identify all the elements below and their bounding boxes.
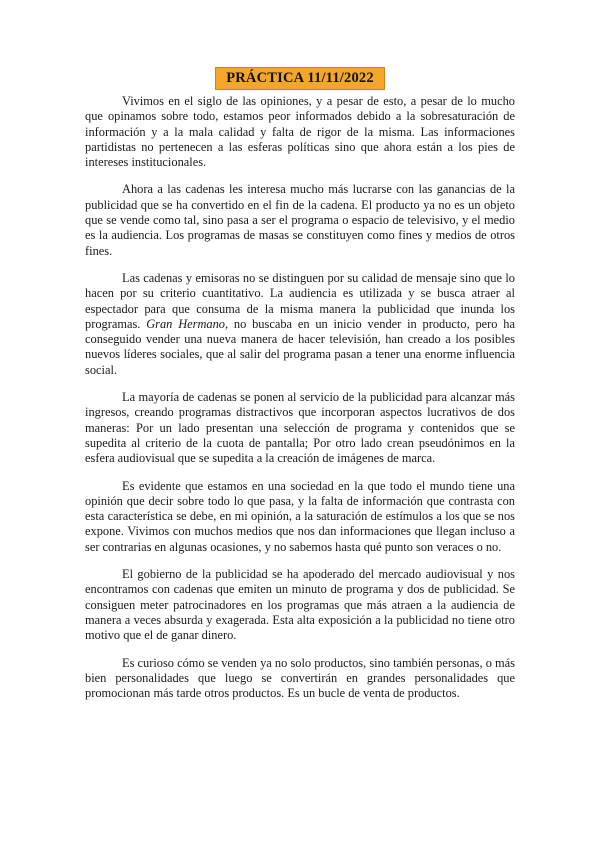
document-body [85,94,515,713]
paragraph-1 [85,94,515,170]
paragraph-text: El gobierno de la publicidad se ha apoderado del mercado audiovisual y nos encontramos con cadenas que emiten un minuto de programa y dos de publicidad. Se consiguen meter patrocinadores en los programas que más atraen a la audiencia de manera a veces absurda y exagerada. Esta alta exposición a la publicidad no tiene otro motivo que el de ganar dinero. [85,567,515,643]
paragraph-text: Es evidente que estamos en una sociedad en la que todo el mundo tiene una opinión que decir sobre todo lo que pasa, y la falta de información que contrasta con esta característica se debe, en mi opinión, a la saturación de estímulos a los que se nos expone. Vivimos con muchos medios que nos dan informaciones que llegan incluso a ser contrarias en algunas ocasiones, y no sabemos hasta qué punto son veraces o no. [85,478,515,554]
paragraph-text: Vivimos en el siglo de las opiniones, y a pesar de esto, a pesar de lo mucho que opinamos sobre todo, estamos peor informados debido a la sobresaturación de información y a la mala calidad y falta de rigor de la misma. Las informaciones partidistas no pertenecen a las esferas políticas sino que ahora están a los pies de intereses institucionales. [85,94,515,170]
paragraph-text: no buscaba en un inicio vender in producto, pero ha conseguido vender una nueva manera de hacer televisión, han creado a los posibles nuevos líderes sociales, que al salir del programa pasan a tener una enorme influencia social. [85,316,515,377]
paragraph-text: La mayoría de cadenas se ponen al servicio de la publicidad para alcanzar más ingresos, creando programas distractivos que incorporan aspectos lucrativos de dos maneras: Por un lado presentan una selección de programa y contenidos que se supedita al criterio de la cuota de pantalla; Por otro lado crean pseudónimos en la esfera audiovisual que se supedita a la creación de imágenes de marca. [85,390,515,466]
paragraph-4 [85,390,515,466]
paragraph-5 [85,479,515,555]
paragraph-3 [85,271,515,378]
paragraph-text: Es curioso cómo se venden ya no solo productos, sino también personas, o más bien personalidades que luego se convertirán en grandes personalidades que promocionan más tarde otros productos. Es un bucle de venta de productos. [85,655,515,701]
paragraph-7 [85,656,515,702]
paragraph-text: Las cadenas y emisoras no se distinguen por su calidad de mensaje sino que lo hacen por su criterio cuantitativo. La audiencia es utilizada y se busca atraer al espectador para que consuma de la misma manera la publicidad que inunda los programas. [85,270,515,331]
document-title: PRÁCTICA 11/11/2022 [215,67,385,90]
paragraph-6 [85,567,515,643]
title-container [0,67,600,90]
paragraph-2 [85,182,515,258]
program-name-italic: Gran Hermano, [146,316,229,331]
paragraph-text: Ahora a las cadenas les interesa mucho más lucrarse con las ganancias de la publicidad que se ha convertido en el fin de la cadena. El producto ya no es un objeto que se vende como tal, sino pasa a ser el programa o espacio de televisivo, y el medio es la audiencia. Los programas de masas se constituyen como fines y medios de otros fines. [85,182,515,258]
